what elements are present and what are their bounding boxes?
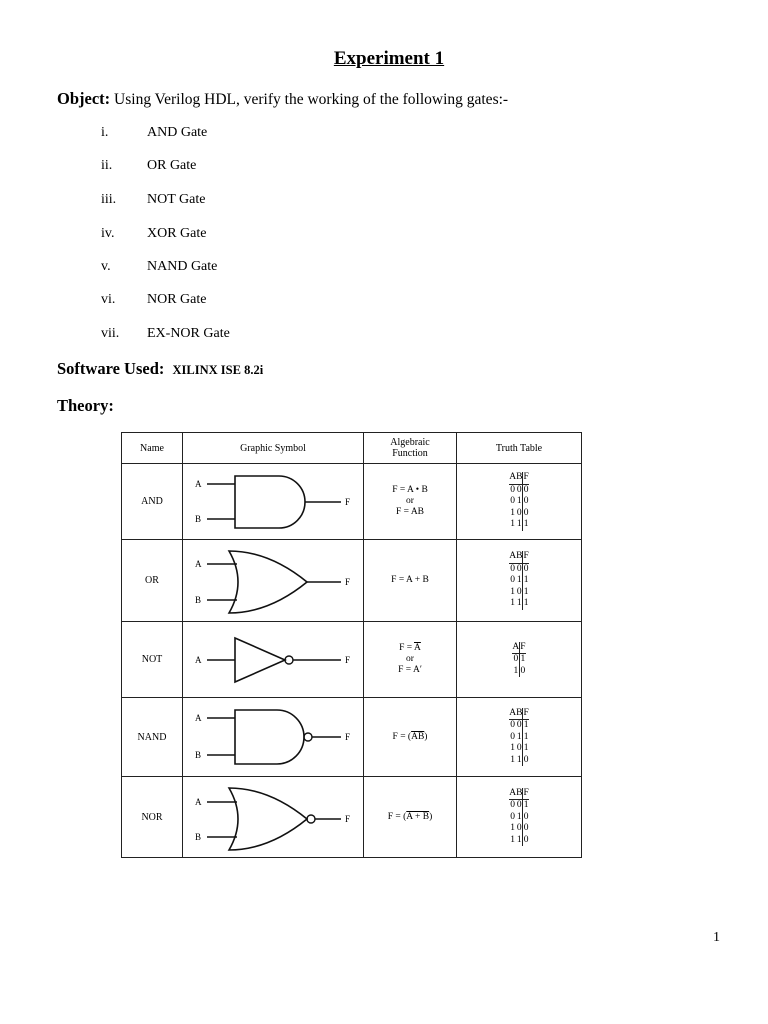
software-used (57, 359, 263, 379)
object-text: Using Verilog HDL, verify the working of the following gates:- (114, 91, 509, 108)
gate-name: OR (122, 540, 183, 622)
algebraic-function: $F = \overline{A}$ or F = A′ (364, 622, 457, 698)
svg-text:F: F (345, 732, 351, 742)
list-item-name: OR Gate (147, 158, 197, 173)
table-row (122, 540, 582, 622)
table-row (122, 777, 582, 858)
algebraic-function: $F = (\overline{AB})$ (364, 698, 457, 777)
list-item-name: NOT Gate (147, 192, 206, 207)
header-algebraic (364, 433, 457, 464)
gate-name: NAND (122, 698, 183, 777)
list-item-name: EX-NOR Gate (147, 326, 230, 341)
gate-name: NOT (122, 622, 183, 698)
page-title: Experiment 1 (333, 48, 445, 69)
list-item-number: iii. (101, 192, 117, 207)
truth-table: A B F 0 0 1 0 1 1 1 0 1 1 1 0 (457, 698, 582, 777)
svg-text:A: A (195, 797, 202, 807)
truth-table: A B F 0 0 1 0 1 0 1 0 0 1 1 0 (457, 777, 582, 858)
svg-text:A: A (195, 654, 202, 665)
svg-text:F: F (345, 654, 351, 665)
or-gate-icon (185, 543, 361, 619)
svg-text:F: F (345, 814, 351, 824)
svg-text:A: A (195, 713, 202, 723)
table-header-row (122, 433, 582, 464)
list-item-number: vi. (101, 292, 116, 307)
list-item-name: NOR Gate (147, 292, 207, 307)
table-row (122, 622, 582, 698)
table-row (122, 464, 582, 540)
header-symbol: Graphic Symbol (183, 433, 364, 464)
header-algebraic-line2: Function (392, 448, 428, 459)
list-item-number: vii. (101, 326, 120, 341)
nor-gate-symbol (183, 777, 364, 858)
list-item-name: XOR Gate (147, 226, 207, 241)
object-statement (57, 89, 508, 109)
svg-text:B: B (195, 513, 202, 524)
and-gate-icon (185, 466, 361, 538)
nand-gate-icon (185, 701, 361, 773)
nand-gate-symbol (183, 698, 364, 777)
software-value: XILINX ISE 8.2i (172, 363, 264, 377)
list-item-number: i. (101, 125, 109, 140)
svg-text:F: F (345, 576, 351, 587)
gate-name: AND (122, 464, 183, 540)
page-number: 1 (713, 930, 720, 945)
truth-table: A F 0 1 1 0 (457, 622, 582, 698)
svg-text:B: B (195, 832, 202, 842)
list-item-number: iv. (101, 226, 115, 241)
gates-table (121, 432, 581, 856)
svg-text:F: F (345, 496, 351, 507)
algebraic-function: F = (A + B) (364, 777, 457, 858)
list-item-number: v. (101, 259, 111, 274)
truth-table: A B F 0 0 0 0 1 1 1 0 1 1 1 1 (457, 540, 582, 622)
software-label: Software Used: (57, 359, 165, 378)
svg-text:A: A (195, 558, 202, 569)
not-gate-icon (185, 630, 361, 690)
algebraic-function: F = A • B or F = AB (364, 464, 457, 540)
gate-name: NOR (122, 777, 183, 858)
and-gate-symbol (183, 464, 364, 540)
not-gate-symbol (183, 622, 364, 698)
svg-text:A: A (195, 478, 202, 489)
list-item-name: NAND Gate (147, 259, 218, 274)
nor-gate-icon (185, 780, 361, 854)
header-name: Name (122, 433, 183, 464)
header-algebraic-line1: Algebraic (390, 437, 430, 448)
table-row (122, 698, 582, 777)
header-truth: Truth Table (457, 433, 582, 464)
or-gate-symbol (183, 540, 364, 622)
svg-text:B: B (195, 750, 202, 760)
list-item-name: AND Gate (147, 125, 208, 140)
list-item-number: ii. (101, 158, 113, 173)
truth-table: A B F 0 0 0 0 1 0 1 0 0 1 1 1 (457, 464, 582, 540)
algebraic-function: F = A + B (364, 540, 457, 622)
object-label: Object: (57, 89, 111, 108)
svg-text:B: B (195, 594, 202, 605)
theory-heading: Theory: (57, 396, 114, 415)
